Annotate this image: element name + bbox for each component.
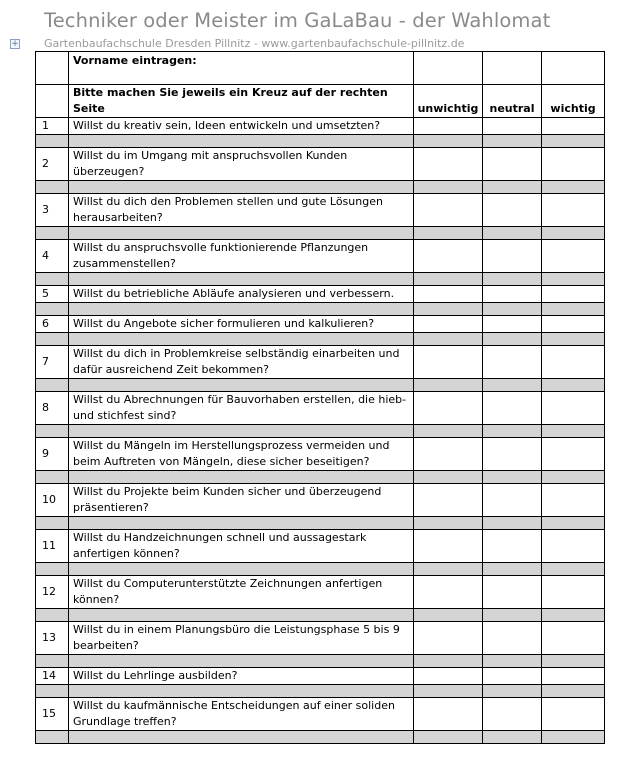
separator-cell — [36, 731, 69, 744]
question-number: 3 — [36, 194, 69, 227]
separator-cell — [542, 181, 605, 194]
question-number: 12 — [36, 576, 69, 609]
separator-cell — [483, 135, 542, 148]
separator-cell — [36, 563, 69, 576]
separator-cell — [542, 425, 605, 438]
question-number: 13 — [36, 622, 69, 655]
separator-row — [36, 609, 605, 622]
question-row — [36, 316, 605, 333]
answer-cell-neutral[interactable] — [483, 286, 542, 303]
answer-cell-unwichtig[interactable] — [414, 484, 483, 517]
separator-cell — [36, 379, 69, 392]
separator-cell — [542, 227, 605, 240]
separator-cell — [69, 273, 414, 286]
question-number: 8 — [36, 392, 69, 425]
question-row — [36, 392, 605, 425]
separator-cell — [483, 425, 542, 438]
answer-cell-wichtig[interactable] — [542, 118, 605, 135]
separator-cell — [542, 273, 605, 286]
separator-cell — [36, 273, 69, 286]
answer-cell-unwichtig[interactable] — [414, 576, 483, 609]
separator-cell — [36, 135, 69, 148]
separator-cell — [414, 273, 483, 286]
separator-cell — [483, 563, 542, 576]
question-row — [36, 118, 605, 135]
separator-row — [36, 379, 605, 392]
answer-cell-unwichtig[interactable] — [414, 438, 483, 471]
question-text: Willst du Abrechnungen für Bauvorhaben erstellen, die hieb- und stichfest sind? — [69, 392, 414, 425]
separator-row — [36, 685, 605, 698]
separator-cell — [69, 685, 414, 698]
separator-row — [36, 563, 605, 576]
header-number-cell — [36, 85, 69, 118]
answer-cell-unwichtig[interactable] — [414, 148, 483, 181]
separator-cell — [414, 655, 483, 668]
name-row — [36, 52, 605, 85]
answer-cell-wichtig[interactable] — [542, 622, 605, 655]
separator-row — [36, 425, 605, 438]
separator-cell — [36, 227, 69, 240]
name-row-cell — [414, 52, 483, 85]
answer-cell-neutral[interactable] — [483, 698, 542, 731]
separator-cell — [69, 517, 414, 530]
separator-cell — [483, 655, 542, 668]
answer-cell-wichtig[interactable] — [542, 530, 605, 563]
separator-cell — [483, 227, 542, 240]
table-move-handle-icon[interactable]: + — [11, 39, 19, 49]
separator-cell — [542, 303, 605, 316]
column-header-neutral: neutral — [483, 85, 542, 118]
separator-cell — [69, 181, 414, 194]
separator-cell — [69, 303, 414, 316]
question-number: 5 — [36, 286, 69, 303]
separator-cell — [414, 609, 483, 622]
separator-cell — [542, 517, 605, 530]
answer-cell-neutral[interactable] — [483, 194, 542, 227]
separator-row — [36, 273, 605, 286]
answer-cell-unwichtig[interactable] — [414, 668, 483, 685]
separator-cell — [69, 731, 414, 744]
question-text: Willst du dich in Problemkreise selbständig einarbeiten und dafür ausreichend Zeit bekommen? — [69, 346, 414, 379]
question-row — [36, 698, 605, 731]
header-row — [36, 85, 605, 118]
answer-cell-unwichtig[interactable] — [414, 530, 483, 563]
question-text: Willst du in einem Planungsbüro die Leistungsphase 5 bis 9 bearbeiten? — [69, 622, 414, 655]
separator-cell — [483, 303, 542, 316]
separator-row — [36, 517, 605, 530]
name-row-cell — [483, 52, 542, 85]
question-row — [36, 530, 605, 563]
separator-cell — [414, 227, 483, 240]
question-text: Willst du Mängeln im Herstellungsprozess vermeiden und beim Auftreten von Mängeln, diese sicher beseitigen? — [69, 438, 414, 471]
separator-row — [36, 135, 605, 148]
question-row — [36, 668, 605, 685]
name-row-number-cell — [36, 52, 69, 85]
separator-cell — [483, 731, 542, 744]
separator-cell — [414, 517, 483, 530]
separator-row — [36, 227, 605, 240]
instruction-header: Bitte machen Sie jeweils ein Kreuz auf der rechten Seite — [69, 85, 414, 118]
separator-cell — [483, 181, 542, 194]
question-number: 7 — [36, 346, 69, 379]
name-label[interactable]: Vorname eintragen: — [69, 52, 414, 85]
question-text: Willst du kreativ sein, Ideen entwickeln und umsetzten? — [69, 118, 414, 135]
separator-cell — [542, 135, 605, 148]
separator-cell — [483, 273, 542, 286]
answer-cell-neutral[interactable] — [483, 118, 542, 135]
name-row-cell — [542, 52, 605, 85]
answer-cell-wichtig[interactable] — [542, 194, 605, 227]
separator-cell — [542, 655, 605, 668]
question-number: 15 — [36, 698, 69, 731]
document-subtitle: Gartenbaufachschule Dresden Pillnitz - www.gartenbaufachschule-pillnitz.de — [44, 37, 465, 50]
question-number: 14 — [36, 668, 69, 685]
answer-cell-unwichtig[interactable] — [414, 392, 483, 425]
question-number: 4 — [36, 240, 69, 273]
answer-cell-unwichtig[interactable] — [414, 118, 483, 135]
separator-cell — [542, 333, 605, 346]
separator-row — [36, 731, 605, 744]
answer-cell-neutral[interactable] — [483, 438, 542, 471]
question-text: Willst du dich den Problemen stellen und gute Lösungen herausarbeiten? — [69, 194, 414, 227]
separator-cell — [36, 655, 69, 668]
question-row — [36, 240, 605, 273]
question-number: 9 — [36, 438, 69, 471]
answer-cell-wichtig[interactable] — [542, 484, 605, 517]
separator-cell — [69, 655, 414, 668]
separator-cell — [414, 333, 483, 346]
question-row — [36, 286, 605, 303]
answer-cell-neutral[interactable] — [483, 316, 542, 333]
answer-cell-wichtig[interactable] — [542, 438, 605, 471]
separator-cell — [483, 517, 542, 530]
separator-cell — [36, 609, 69, 622]
answer-cell-unwichtig[interactable] — [414, 194, 483, 227]
separator-cell — [36, 181, 69, 194]
answer-cell-neutral[interactable] — [483, 530, 542, 563]
separator-cell — [36, 303, 69, 316]
separator-cell — [36, 425, 69, 438]
separator-cell — [483, 333, 542, 346]
separator-cell — [69, 227, 414, 240]
separator-cell — [414, 471, 483, 484]
separator-cell — [69, 471, 414, 484]
answer-cell-unwichtig[interactable] — [414, 346, 483, 379]
answer-cell-wichtig[interactable] — [542, 316, 605, 333]
answer-cell-unwichtig[interactable] — [414, 240, 483, 273]
question-number: 1 — [36, 118, 69, 135]
separator-cell — [483, 471, 542, 484]
separator-cell — [414, 685, 483, 698]
question-text: Willst du Computerunterstützte Zeichnungen anfertigen können? — [69, 576, 414, 609]
separator-cell — [69, 609, 414, 622]
separator-cell — [414, 303, 483, 316]
separator-cell — [69, 333, 414, 346]
answer-cell-neutral[interactable] — [483, 346, 542, 379]
question-row — [36, 484, 605, 517]
question-text: Willst du Projekte beim Kunden sicher und überzeugend präsentieren? — [69, 484, 414, 517]
separator-cell — [542, 563, 605, 576]
separator-cell — [414, 135, 483, 148]
answer-cell-unwichtig[interactable] — [414, 316, 483, 333]
separator-cell — [69, 379, 414, 392]
answer-cell-wichtig[interactable] — [542, 148, 605, 181]
question-row — [36, 576, 605, 609]
question-text: Willst du Angebote sicher formulieren und kalkulieren? — [69, 316, 414, 333]
question-text: Willst du im Umgang mit anspruchsvollen Kunden überzeugen? — [69, 148, 414, 181]
answer-cell-wichtig[interactable] — [542, 286, 605, 303]
separator-row — [36, 471, 605, 484]
separator-cell — [414, 731, 483, 744]
answer-cell-neutral[interactable] — [483, 148, 542, 181]
separator-cell — [36, 333, 69, 346]
separator-cell — [542, 609, 605, 622]
question-row — [36, 438, 605, 471]
separator-cell — [414, 379, 483, 392]
answer-cell-neutral[interactable] — [483, 622, 542, 655]
column-header-unwichtig: unwichtig — [414, 85, 483, 118]
question-number: 10 — [36, 484, 69, 517]
separator-cell — [542, 731, 605, 744]
question-row — [36, 194, 605, 227]
separator-cell — [36, 471, 69, 484]
document-title: Techniker oder Meister im GaLaBau - der Wahlomat — [44, 9, 551, 32]
separator-row — [36, 303, 605, 316]
answer-cell-neutral[interactable] — [483, 484, 542, 517]
question-number: 2 — [36, 148, 69, 181]
question-text: Willst du Lehrlinge ausbilden? — [69, 668, 414, 685]
question-number: 11 — [36, 530, 69, 563]
separator-cell — [69, 135, 414, 148]
separator-row — [36, 333, 605, 346]
answer-cell-neutral[interactable] — [483, 668, 542, 685]
answer-cell-wichtig[interactable] — [542, 392, 605, 425]
separator-row — [36, 655, 605, 668]
answer-cell-unwichtig[interactable] — [414, 622, 483, 655]
question-row — [36, 148, 605, 181]
separator-cell — [483, 609, 542, 622]
answer-cell-unwichtig[interactable] — [414, 698, 483, 731]
answer-cell-wichtig[interactable] — [542, 576, 605, 609]
answer-cell-wichtig[interactable] — [542, 668, 605, 685]
answer-cell-wichtig[interactable] — [542, 240, 605, 273]
separator-cell — [36, 517, 69, 530]
question-text: Willst du kaufmännische Entscheidungen auf einer soliden Grundlage treffen? — [69, 698, 414, 731]
question-number: 6 — [36, 316, 69, 333]
separator-cell — [542, 471, 605, 484]
separator-cell — [483, 379, 542, 392]
question-text: Willst du anspruchsvolle funktionierende Pflanzungen zusammenstellen? — [69, 240, 414, 273]
question-text: Willst du betriebliche Abläufe analysieren und verbessern. — [69, 286, 414, 303]
answer-cell-neutral[interactable] — [483, 240, 542, 273]
separator-cell — [69, 425, 414, 438]
survey-table — [35, 51, 605, 744]
separator-cell — [542, 379, 605, 392]
answer-cell-wichtig[interactable] — [542, 698, 605, 731]
separator-cell — [69, 563, 414, 576]
separator-cell — [542, 685, 605, 698]
answer-cell-neutral[interactable] — [483, 576, 542, 609]
separator-row — [36, 181, 605, 194]
answer-cell-wichtig[interactable] — [542, 346, 605, 379]
separator-cell — [414, 563, 483, 576]
column-header-wichtig: wichtig — [542, 85, 605, 118]
separator-cell — [414, 181, 483, 194]
question-row — [36, 346, 605, 379]
separator-cell — [36, 685, 69, 698]
question-row — [36, 622, 605, 655]
separator-cell — [414, 425, 483, 438]
question-text: Willst du Handzeichnungen schnell und aussagestark anfertigen können? — [69, 530, 414, 563]
answer-cell-neutral[interactable] — [483, 392, 542, 425]
separator-cell — [483, 685, 542, 698]
answer-cell-unwichtig[interactable] — [414, 286, 483, 303]
